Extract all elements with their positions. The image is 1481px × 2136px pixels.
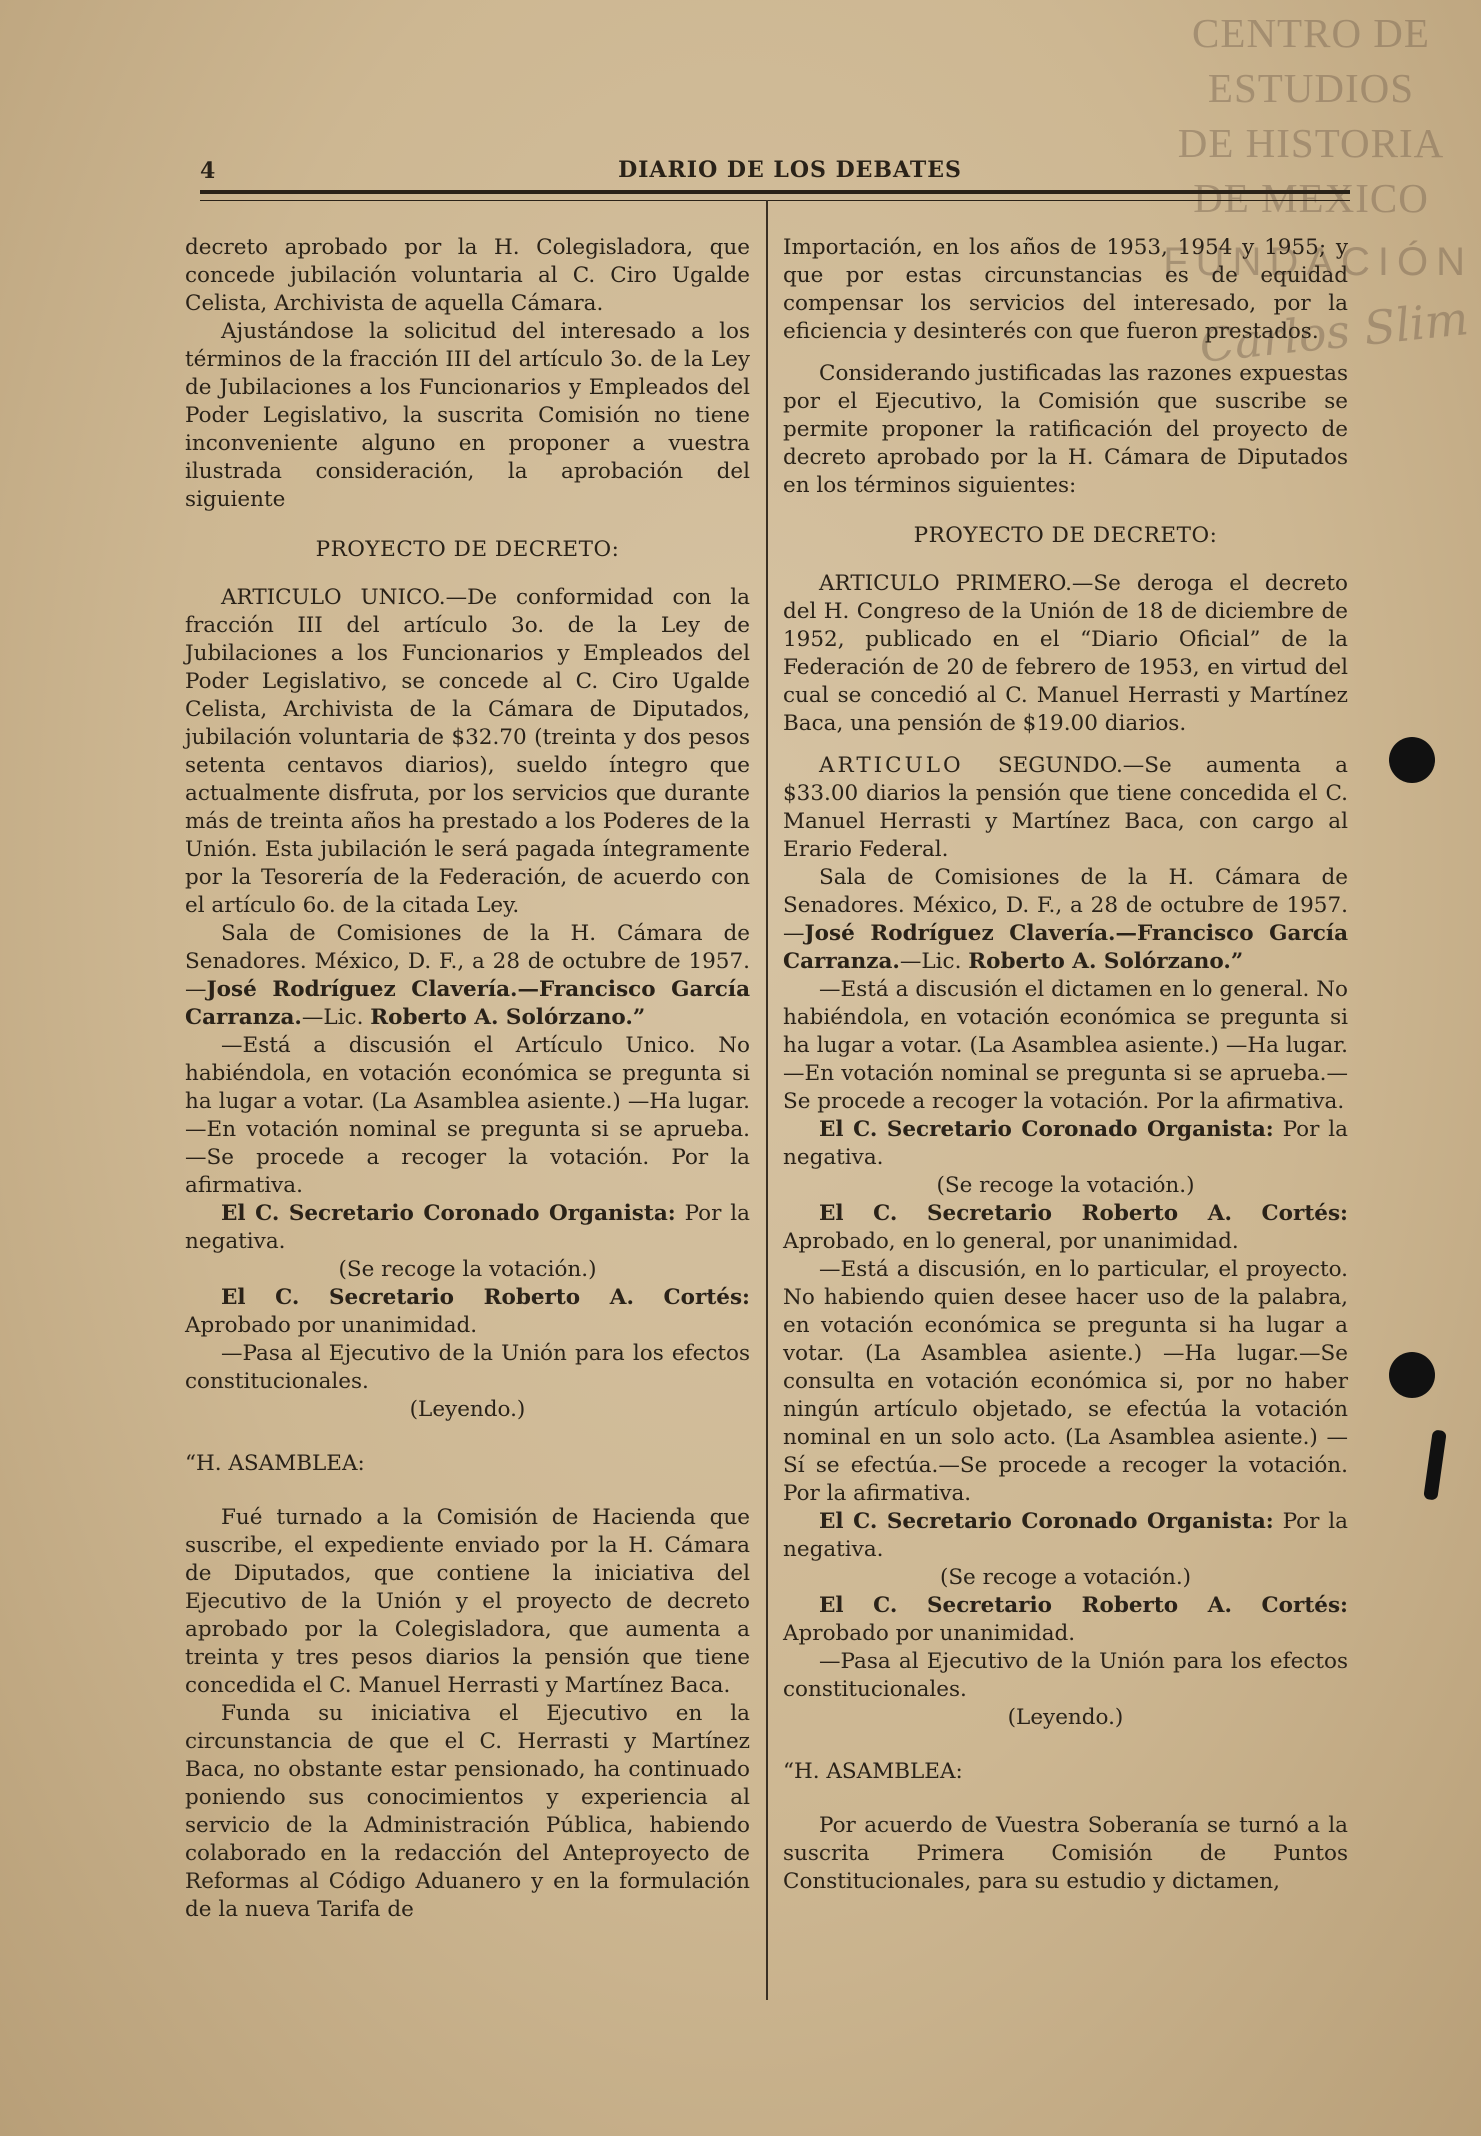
- paragraph: decreto aprobado por la H. Colegisladora, que concede jubilación voluntaria al C. Ciro Ugalde Celista, Archivista de aquella Cámara.: [185, 235, 750, 316]
- paragraph: —Está a discusión el Artículo Unico. No habiéndola, en votación económica se pregunta si ha lugar a votar. (La Asamblea asiente.) —Ha lugar. —En votación nominal se pregunta si se aprueba. —Se procede a recoger la votación. Por la afirmativa.: [185, 1033, 750, 1198]
- signature-paragraph: [185, 920, 750, 1032]
- watermark-signature: Carlos Slim: [1197, 291, 1472, 373]
- watermark-foundation: FUNDACIÓN: [1163, 240, 1473, 284]
- paragraph-text: —Lic.: [899, 949, 969, 974]
- signature-paragraph: [783, 864, 1348, 976]
- speaker-paragraph: [783, 1592, 1348, 1648]
- signatory-names: José Rodríguez Clavería.—Francisco García Carranza.: [783, 921, 1348, 974]
- binding-hole-mark: [1389, 1352, 1435, 1398]
- watermark-line-2: ESTUDIOS: [1207, 65, 1415, 111]
- running-title: DIARIO DE LOS DEBATES: [618, 157, 962, 183]
- paragraph-text: Sala de Comisiones de la H. Cámara de Senadores. México, D. F., a 28 de octubre de 1957.—: [185, 921, 750, 1002]
- watermark-line-3: DE HISTORIA: [1177, 120, 1445, 166]
- paragraph-text: —Lic.: [301, 1005, 371, 1030]
- paragraph: —Está a discusión el dictamen en lo general. No habiéndola, en votación económica se pregunta si ha lugar a votar. (La Asamblea asiente.) —Ha lugar.—En votación nominal se pregunta si se aprueba.—Se procede a recoger la votación. Por la afirmativa.: [783, 977, 1348, 1114]
- signatory-names: Roberto A. Solórzano.”: [968, 949, 1244, 974]
- speaker-paragraph: [185, 1200, 750, 1256]
- speaker-paragraph: [783, 1116, 1348, 1172]
- left-column: [185, 234, 750, 1924]
- signatory-names: José Rodríguez Clavería.—Francisco García Carranza.: [185, 977, 750, 1030]
- paragraph: ARTICULO UNICO.—De conformidad con la fracción III del artículo 3o. de la Ley de Jubilaciones a los Funcionarios y Empleados del Poder Legislativo, se concede al C. Ciro Ugalde Celista, Archivista de la Cámara de Diputados, jubilación voluntaria de $32.70 (treinta y dos pesos setenta centavos diarios), sueldo íntegro que actualmente disfruta, por los servicios que durante más de treinta años ha prestado a los Poderes de la Unión. Esta jubilación le será pagada íntegramente por la Tesorería de la Federación, de acuerdo con el artículo 6o. de la citada Ley.: [185, 585, 750, 918]
- speaker-name: El C. Secretario Roberto A. Cortés:: [819, 1593, 1348, 1618]
- speaker-text: Por la negativa.: [783, 1509, 1348, 1562]
- address-heading: “H. ASAMBLEA:: [783, 1759, 963, 1784]
- speaker-name: El C. Secretario Roberto A. Cortés:: [819, 1201, 1348, 1226]
- paragraph: Importación, en los años de 1953, 1954 y 1955; y que por estas circunstancias es de equidad compensar los servicios del interesado, por la eficiencia y desinterés con que fueron prestados.: [783, 235, 1348, 344]
- column-divider: [766, 200, 768, 2000]
- header-rule: [200, 190, 1350, 201]
- paragraph: Por acuerdo de Vuestra Soberanía se turnó a la suscrita Primera Comisión de Puntos Constitucionales, para su estudio y dictamen,: [783, 1813, 1348, 1894]
- paragraph: Considerando justificadas las razones expuestas por el Ejecutivo, la Comisión que suscribe se permite proponer la ratificación del proyecto de decreto aprobado por la H. Cámara de Diputados en los términos siguientes:: [783, 361, 1348, 498]
- paragraph-text: SEGUNDO.—Se aumenta a $33.00 diarios la pensión que tiene concedida el C. Manuel Herrasti y Martínez Baca, con cargo al Erario Federal.: [783, 753, 1348, 862]
- speaker-paragraph: [783, 1508, 1348, 1564]
- stage-note: (Se recoge la votación.): [338, 1257, 597, 1282]
- speaker-name: El C. Secretario Coronado Organista:: [819, 1117, 1274, 1142]
- paragraph-text: Sala de Comisiones de la H. Cámara de Senadores. México, D. F., a 28 de octubre de 1957.—: [783, 865, 1348, 946]
- paragraph: —Pasa al Ejecutivo de la Unión para los efectos constitucionales.: [185, 1341, 750, 1394]
- paragraph: Fué turnado a la Comisión de Hacienda que suscribe, el expediente enviado por la H. Cámara de Diputados, que contiene la iniciativa del Ejecutivo de la Unión y el proyecto de decreto aprobado por la Colegisladora, que aumenta a treinta y tres pesos diarios la pensión que tiene concedida el C. Manuel Herrasti y Martínez Baca.: [185, 1505, 750, 1698]
- paragraph: Funda su iniciativa el Ejecutivo en la circunstancia de que el C. Herrasti y Martínez Baca, no obstante estar pensionado, ha continuado poniendo sus conocimientos y experiencia al servicio de la Administración Pública, habiendo colaborado en la redacción del Anteproyecto de Reformas al Código Aduanero y en la formulación de la nueva Tarifa de: [185, 1701, 750, 1922]
- stage-note: (Se recoge la votación.): [936, 1173, 1195, 1198]
- paragraph: Ajustándose la solicitud del interesado a los términos de la fracción III del artículo 3o. de la Ley de Jubilaciones a los Funcionarios y Empleados del Poder Legislativo, la suscrita Comisión no tiene inconveniente alguno en proponer a vuestra ilustrada consideración, la aprobación del siguiente: [185, 319, 750, 512]
- section-heading: PROYECTO DE DECRETO:: [315, 537, 620, 562]
- speaker-text: Aprobado, en lo general, por unanimidad.: [783, 1229, 1239, 1254]
- speaker-name: El C. Secretario Coronado Organista:: [221, 1201, 676, 1226]
- stage-note: (Leyendo.): [409, 1397, 526, 1422]
- article-lead: ARTICULO: [819, 753, 964, 778]
- watermark-line-1: CENTRO DE: [1192, 10, 1430, 56]
- stage-note: (Leyendo.): [1007, 1705, 1124, 1730]
- section-heading: PROYECTO DE DECRETO:: [913, 523, 1218, 548]
- speaker-text: Por la negativa.: [783, 1117, 1348, 1170]
- watermark-line-4: DE MEXICO: [1193, 175, 1429, 221]
- speaker-text: Por la negativa.: [185, 1201, 750, 1254]
- speaker-text: Aprobado por unanimidad.: [185, 1313, 478, 1338]
- binding-hole-mark: [1389, 737, 1435, 783]
- address-heading: “H. ASAMBLEA:: [185, 1451, 365, 1476]
- speaker-text: Aprobado por unanimidad.: [783, 1621, 1076, 1646]
- signatory-names: Roberto A. Solórzano.”: [370, 1005, 646, 1030]
- speaker-name: El C. Secretario Roberto A. Cortés:: [221, 1285, 750, 1310]
- speaker-paragraph: [185, 1284, 750, 1340]
- article-paragraph: [783, 752, 1348, 864]
- stage-note: (Se recoge a votación.): [939, 1565, 1192, 1590]
- paragraph: ARTICULO PRIMERO.—Se deroga el decreto del H. Congreso de la Unión de 18 de diciembre de 1952, publicado en el “Diario Oficial” de la Federación de 20 de febrero de 1953, en virtud del cual se concedió al C. Manuel Herrasti y Martínez Baca, una pensión de $19.00 diarios.: [783, 571, 1348, 736]
- right-column: [783, 234, 1348, 1896]
- paragraph: —Pasa al Ejecutivo de la Unión para los efectos constitucionales.: [783, 1649, 1348, 1702]
- page-number: 4: [200, 158, 216, 184]
- speaker-paragraph: [783, 1200, 1348, 1256]
- paragraph: —Está a discusión, en lo particular, el proyecto. No habiendo quien desee hacer uso de la palabra, en votación económica se pregunta si ha lugar a votar. (La Asamblea asiente.) —Ha lugar.—Se consulta en votación económica si, por no haber ningún artículo objetado, se efectúa la votación nominal en un solo acto. (La Asamblea asiente.) —Sí se efectúa.—Se procede a recoger la votación. Por la afirmativa.: [783, 1257, 1348, 1506]
- speaker-name: El C. Secretario Coronado Organista:: [819, 1509, 1274, 1534]
